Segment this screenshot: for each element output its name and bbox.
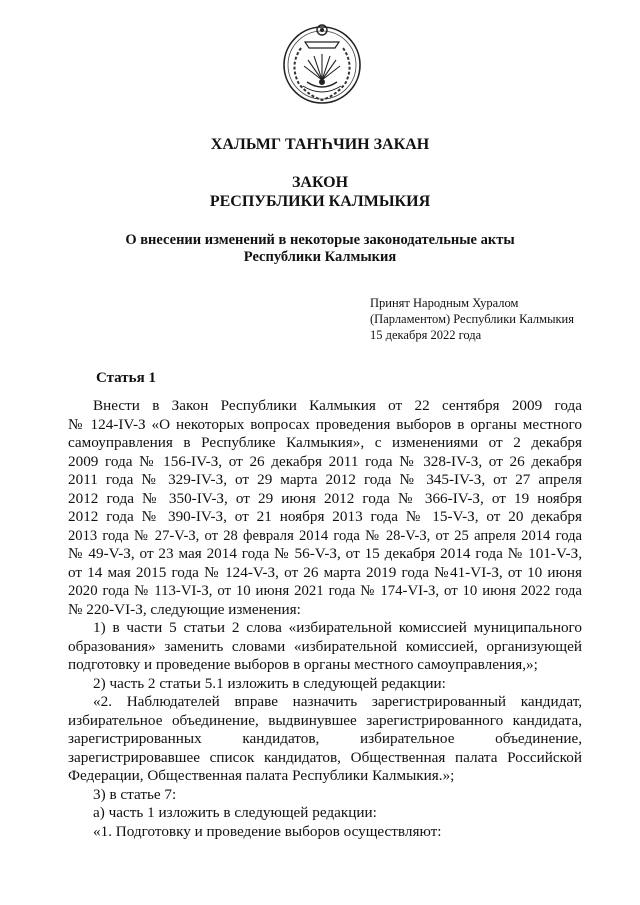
text-line: Внести в Закон Республики Калмыкия от 22 сентября 2009 года (93, 397, 582, 414)
subject-line-2: Республики Калмыкия (243, 249, 397, 265)
text-line: избирательное объединение, выдвинувшее зарегистрированного кандидата, (68, 711, 582, 729)
title-law: ЗАКОН (291, 174, 349, 191)
text-line: «2. Наблюдателей вправе назначить зарегистрированный кандидат, (93, 693, 582, 710)
adoption-line: (Парламентом) Республики Калмыкия (370, 312, 574, 326)
text-line: самоуправления в Республике Калмыкия», с изменениями от 2 декабря (68, 434, 582, 451)
text-line: образования» заменить словами «избирательной комиссией, организующей (68, 637, 582, 655)
text-line: 2012 года № 350-IV-З, от 29 июня 2012 года № 366-IV-З, от 19 ноября (68, 489, 582, 507)
subject-line-1: О внесении изменений в некоторые законодательные акты (125, 232, 515, 248)
text-line: зарегистрированных кандидатов, избирательное объединение, (68, 730, 582, 747)
title-republic: РЕСПУБЛИКИ КАЛМЫКИЯ (209, 193, 431, 210)
text-line: 2011 года № 329-IV-З, от 29 марта 2012 года № 345-IV-З, от 27 апреля (68, 471, 582, 488)
text-line: № 49-V-З, от 23 мая 2014 года № 56-V-З, от 15 декабря 2014 года № 101-V-З, (68, 545, 582, 562)
adoption-line: Принят Народным Хуралом (370, 296, 519, 310)
article-body (68, 397, 582, 841)
kalmykia-emblem-icon (279, 20, 365, 106)
text-line: 1) в части 5 статьи 2 слова «избирательной комиссией муниципального (93, 619, 582, 636)
text-line: зарегистрировавшее список кандидатов, Общественная палата Российской (68, 748, 582, 766)
text-line: 2020 года № 113-VI-З, от 10 июня 2021 года № 174-VI-З, от 10 июня 2022 года (68, 583, 582, 599)
text-line: а) часть 1 изложить в следующей редакции: (93, 804, 377, 821)
adoption-note (370, 295, 574, 343)
text-line: 2013 года № 27-V-З, от 28 февраля 2014 года № 28-V-З, от 25 апреля 2014 года (68, 527, 582, 544)
text-line: № 220-VI-З, следующие изменения: (68, 600, 301, 618)
text-line: Федерации, Общественная палата Республики Калмыкия.»; (68, 767, 455, 784)
text-line: подготовку и проведение выборов в органы местного самоуправления,»; (68, 656, 538, 673)
article-heading: Статья 1 (96, 370, 156, 386)
text-line: 2) часть 2 статьи 5.1 изложить в следующей редакции: (93, 674, 446, 692)
text-line: «1. Подготовку и проведение выборов осуществляют: (93, 822, 442, 840)
text-line: от 14 мая 2015 года № 124-V-З, от 26 марта 2019 года №41-VI-З, от 10 июня (68, 563, 582, 581)
title-kalmyk: ХАЛЬМГ ТАҤҺЧИН ЗАКАН (210, 136, 430, 153)
adoption-date: 15 декабря 2022 года (370, 328, 482, 342)
text-line: 2012 года № 390-IV-З, от 21 ноября 2013 года № 15-V-З, от 20 декабря (68, 508, 582, 525)
text-line: 3) в статье 7: (93, 785, 177, 803)
text-line: 2009 года № 156-IV-З, от 26 декабря 2011 года № 328-IV-З, от 26 декабря (68, 452, 582, 470)
text-line: № 124-IV-З «О некоторых вопросах проведения выборов в органы местного (68, 415, 582, 433)
